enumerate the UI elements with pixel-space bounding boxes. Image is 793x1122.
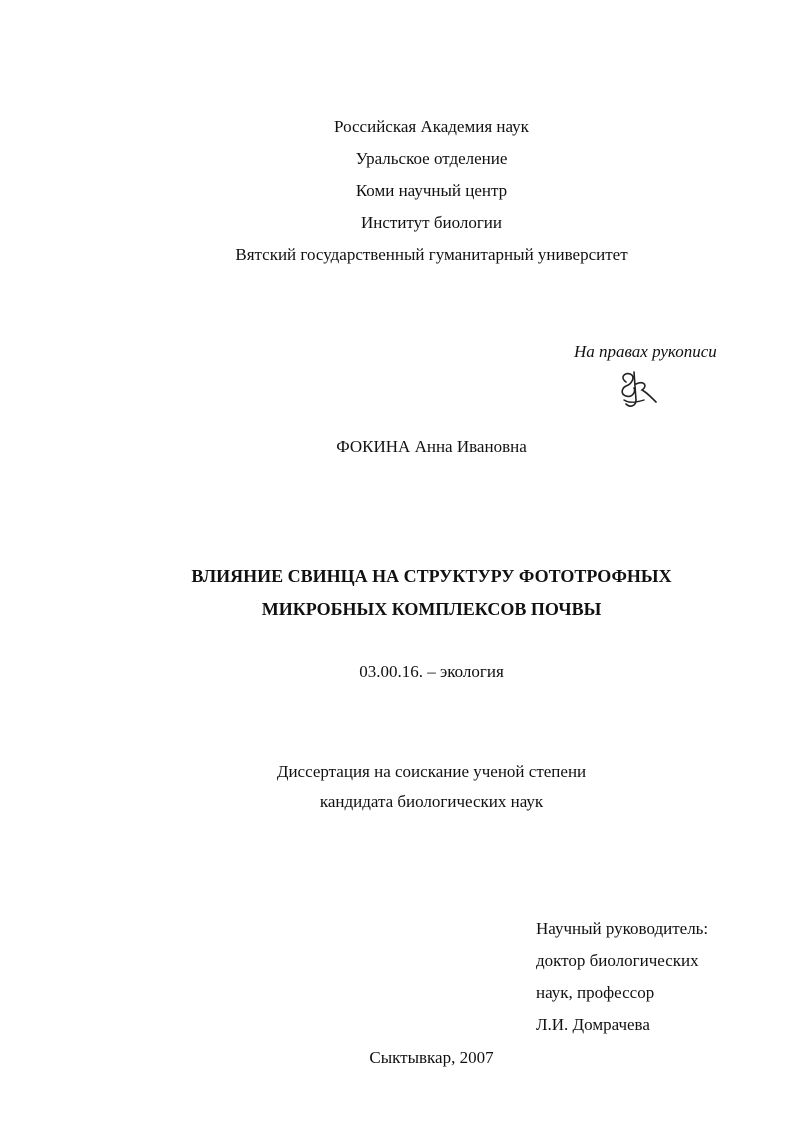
degree-statement-line-1: Диссертация на соискание ученой степени xyxy=(276,762,587,781)
institution-university: Вятский государственный гуманитарный университет xyxy=(235,245,628,264)
dissertation-title-line-2: МИКРОБНЫХ КОМПЛЕКСОВ ПОЧВЫ xyxy=(261,599,602,619)
manuscript-rights-note: На правах рукописи xyxy=(574,342,717,361)
supervisor-rank-line-2: наук, профессор xyxy=(536,983,655,1002)
city-year: Сыктывкар, 2007 xyxy=(369,1048,494,1067)
institution-academy: Российская Академия наук xyxy=(334,117,529,136)
supervisor-rank-line-1: доктор биологических xyxy=(536,951,699,970)
supervisor-label: Научный руководитель: xyxy=(536,919,709,938)
institution-institute: Институт биологии xyxy=(360,213,502,232)
supervisor-name: Л.И. Домрачева xyxy=(536,1015,650,1034)
author-name: ФОКИНА Анна Ивановна xyxy=(336,437,527,456)
institution-center: Коми научный центр xyxy=(355,181,508,200)
dissertation-title-line-1: ВЛИЯНИЕ СВИНЦА НА СТРУКТУРУ ФОТОТРОФНЫХ xyxy=(191,566,672,586)
specialty-code: 03.00.16. – экология xyxy=(359,662,504,681)
institution-branch: Уральское отделение xyxy=(355,149,508,168)
handwritten-signature-icon xyxy=(616,370,660,410)
degree-statement-line-2: кандидата биологических наук xyxy=(319,792,544,811)
